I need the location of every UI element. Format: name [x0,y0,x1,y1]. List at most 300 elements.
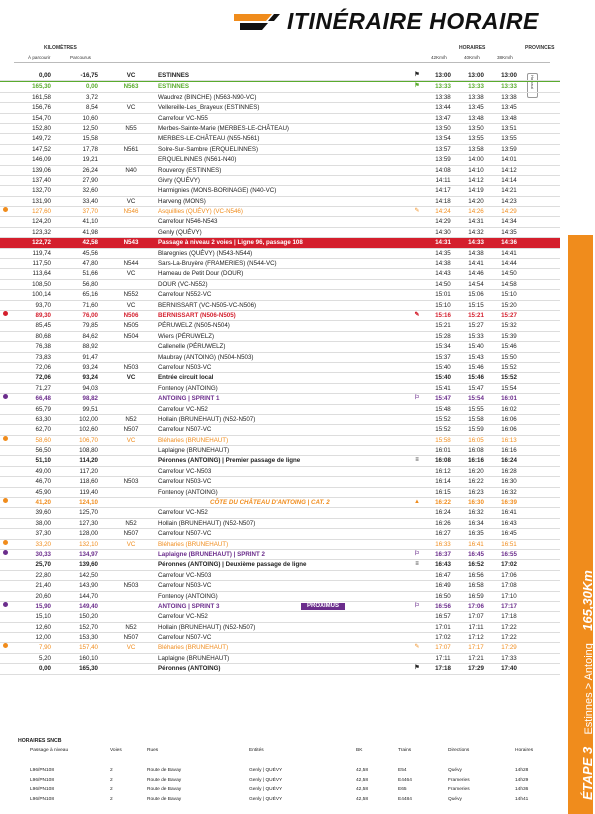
time-42kmh: 13:38 [435,93,451,101]
time-40kmh: 16:30 [468,499,484,507]
sncb-header-cell: Voies [110,748,122,753]
itinerary-row [0,519,560,529]
time-38kmh: 17:08 [501,582,517,590]
time-38kmh: 16:16 [501,447,517,455]
time-42kmh: 15:34 [435,343,451,351]
time-40kmh: 15:46 [468,363,484,371]
provinces-column-header: PROVINCES [525,45,555,51]
km-done: 15,58 [82,135,98,143]
place-name: Harmignies (MONS-BORINAGE) (N40-VC) [158,187,277,195]
place-name: Bléharies (BRUNEHAUT) [158,436,229,444]
place-name: Solre-Sur-Sambre (ERQUELINNES) [158,145,259,153]
itinerary-row [0,415,560,425]
time-42kmh: 15:16 [435,311,451,319]
sncb-header-cell: Passage à niveau [30,748,69,753]
km-done: 41,10 [82,218,98,226]
time-38kmh: 16:24 [501,457,517,465]
km-remaining: 65,79 [35,405,51,413]
place-name: Fontenoy (ANTOING) [158,488,218,496]
time-40kmh: 13:48 [468,114,484,122]
place-name: Vellereille-Les_Brayeux (ESTINNES) [158,104,260,112]
time-40kmh: 17:29 [468,665,484,673]
itinerary-row [0,405,560,415]
itinerary-row [0,581,560,591]
time-42kmh: 15:21 [435,322,451,330]
time-38kmh: 16:41 [501,509,517,517]
time-40kmh: 17:11 [468,623,484,631]
itinerary-row [0,269,560,279]
time-42kmh: 13:54 [435,135,451,143]
page-title: ITINÉRAIRE HORAIRE [287,8,539,34]
time-40kmh: 16:08 [468,447,484,455]
time-38kmh: 15:52 [501,363,517,371]
km-remaining: 72,06 [35,374,51,382]
itinerary-row [0,155,560,165]
km-remaining: 38,00 [35,519,51,527]
time-38kmh: 15:27 [501,311,517,319]
time-38kmh: 14:14 [501,176,517,184]
itinerary-row [0,114,560,124]
time-40kmh: 16:23 [468,488,484,496]
km-done: 3,72 [85,93,98,101]
road-number: VC [126,197,136,205]
itinerary-row [0,290,560,300]
km-remaining: 100,14 [32,291,51,299]
km-done: 37,70 [82,208,98,216]
marker-dot-icon [3,394,8,399]
time-40kmh: 14:54 [468,280,484,288]
stage-number: ÉTAPE 3 [580,746,595,800]
itinerary-row [0,186,560,196]
time-40kmh: 13:58 [468,145,484,153]
time-42kmh: 16:49 [435,582,451,590]
sncb-header-cell: Trains [398,748,412,753]
sncb-cell: L96/PN108 [30,796,55,802]
km-done: 79,85 [82,322,98,330]
itinerary-row [0,176,560,186]
time-40kmh: 15:55 [468,405,484,413]
km-done: 98,82 [82,395,98,403]
road-number: N561 [123,145,139,153]
itinerary-row [0,259,560,269]
km-done: 47,80 [82,260,98,268]
itinerary-row [0,332,560,342]
km-remaining: 152,80 [32,124,51,132]
itinerary-row [0,529,560,539]
time-42kmh: 14:17 [435,187,451,195]
time-40kmh: 17:21 [468,654,484,662]
road-number: N40 [125,166,137,174]
time-38kmh: 17:06 [501,571,517,579]
speed-38-header: 38Km/h [497,55,513,60]
itinerary-row [0,560,560,570]
place-name: Carrefour VC-N503 [158,571,212,579]
time-42kmh: 16:33 [435,540,451,548]
time-42kmh: 14:24 [435,208,451,216]
km-done: 0,00 [85,83,98,91]
km-remaining: 165,30 [32,83,51,91]
km-remaining: 22,80 [35,571,51,579]
itinerary-row [0,166,560,176]
itinerary-row [0,145,560,155]
km-done: 32,60 [82,187,98,195]
marker-dot-icon [3,550,8,555]
itinerary-row [0,321,560,331]
place-name: Hameau de Petit Dour (DOUR) [158,270,244,278]
time-38kmh: 16:30 [501,478,517,486]
km-done: 8,54 [85,104,98,112]
time-40kmh: 13:00 [468,72,484,79]
time-38kmh: 15:32 [501,322,517,330]
time-40kmh: 14:00 [468,156,484,164]
place-name: Carrefour N507-VC [158,426,212,434]
km-remaining: 146,09 [32,156,51,164]
sncb-cell: E4464 [398,777,412,783]
sncb-cell: Route de Bavay [147,768,182,773]
sncb-cell: L96/PN108 [30,768,55,773]
time-42kmh: 14:30 [435,228,451,236]
place-name: Carrefour N507-VC [158,530,212,538]
itinerary-row [0,498,560,508]
time-38kmh: 16:55 [501,550,517,558]
itinerary-row [0,81,560,92]
speed-40-header: 40Km/h [464,55,480,60]
time-38kmh: 16:01 [501,395,517,403]
time-42kmh: 15:40 [435,363,451,371]
km-done: 118,60 [79,478,98,486]
time-42kmh: 15:28 [435,332,451,340]
time-40kmh: 16:59 [468,592,484,600]
km-remaining: 127,60 [32,208,51,216]
sncb-cell: 42,58 [356,796,369,802]
sncb-header-cell: Directions [448,748,470,753]
time-42kmh: 13:44 [435,104,451,112]
sncb-cell: 2 [110,777,113,783]
km-remaining: 154,70 [32,114,51,122]
km-done: 114,20 [79,457,98,465]
road-number: N507 [123,634,139,642]
place-name: Givry (QUÉVY) [158,176,200,184]
finish-line-icon: ≡ [415,561,419,568]
time-40kmh: 13:50 [468,124,484,132]
marker-dot-icon [3,602,8,607]
place-name: Carrefour VC-N52 [158,613,208,621]
km-remaining: 15,10 [35,613,51,621]
place-name: ERQUELINNES (N561-N40) [158,156,237,164]
km-remaining: 161,58 [32,93,51,101]
time-38kmh: 14:44 [501,260,517,268]
place-name: MERBES-LE-CHÂTEAU (N55-N561) [158,135,260,143]
place-name: Péronnes (ANTOING) | Deuxième passage de ligne [158,561,307,569]
place-name: Fontenoy (ANTOING) [158,592,218,600]
time-42kmh: 17:18 [435,665,451,673]
feed-zone-icon: ✎ [414,644,420,651]
road-number: VC [126,104,136,112]
km-remaining: 15,90 [35,602,51,610]
time-40kmh: 16:05 [468,436,484,444]
time-40kmh: 15:58 [468,415,484,423]
km-remaining: 62,70 [35,426,51,434]
itinerary-row [0,664,560,674]
road-number: N506 [123,311,139,319]
time-40kmh: 15:33 [468,332,484,340]
time-38kmh: 14:21 [501,187,517,195]
time-42kmh: 14:38 [435,260,451,268]
time-38kmh: 17:29 [501,644,517,652]
place-name: DOUR (VC-N552) [158,280,208,288]
time-38kmh: 14:50 [501,270,517,278]
time-42kmh: 16:01 [435,447,451,455]
sncb-cell: L96/PN108 [30,777,55,783]
page-header [0,0,593,40]
road-number: N503 [123,363,139,371]
km-done: 91,47 [82,353,98,361]
time-38kmh: 14:35 [501,228,517,236]
km-done: 94,03 [82,384,98,392]
itinerary-row [0,217,560,227]
time-42kmh: 15:48 [435,405,451,413]
place-name: Carrefour N552-VC [158,291,212,299]
km-done: 17,78 [82,145,98,153]
place-name: Laplaigne (BRUNEHAUT) [158,447,230,455]
header-divider [14,62,550,63]
km-remaining: 147,52 [32,145,51,153]
time-42kmh: 17:07 [435,644,451,652]
time-40kmh: 14:46 [468,270,484,278]
time-40kmh: 16:34 [468,519,484,527]
itinerary-row [0,93,560,103]
sncb-cell: Route de Bavay [147,777,182,783]
road-number: N503 [123,478,139,486]
time-42kmh: 16:47 [435,571,451,579]
km-done: 144,70 [79,592,98,600]
km-done: 51,66 [82,270,98,278]
time-38kmh: 16:28 [501,467,517,475]
km-remaining: 156,76 [32,104,51,112]
km-remaining: 37,30 [35,530,51,538]
place-name: Merbes-Sainte-Marie (MERBES-LE-CHÂTEAU) [158,124,289,132]
time-40kmh: 14:38 [468,249,484,257]
place-name: Carrefour N507-VC [158,634,212,642]
time-42kmh: 15:52 [435,426,451,434]
sncb-cell: L96/PN108 [30,787,55,792]
km-remaining: 39,60 [35,509,51,517]
itinerary-row [0,508,560,518]
place-name: Carrefour N503-VC [158,478,212,486]
time-38kmh: 14:01 [501,156,517,164]
time-38kmh: 14:58 [501,280,517,288]
time-42kmh: 16:43 [435,561,451,569]
km-remaining: 131,90 [32,197,51,205]
time-40kmh: 16:35 [468,530,484,538]
place-name: Wiers (PÉRUWELZ) [158,332,215,340]
start-flag-icon: ⚑ [414,83,420,90]
time-40kmh: 15:43 [468,353,484,361]
time-40kmh: 14:26 [468,208,484,216]
km-done: 99,51 [82,405,98,413]
km-remaining: 76,38 [35,343,51,351]
time-38kmh: 15:10 [501,291,517,299]
km-done: 142,50 [79,571,98,579]
itinerary-row [0,456,560,466]
time-38kmh: 14:12 [501,166,517,174]
sncb-cell: 14h29 [515,777,529,783]
time-42kmh: 13:33 [435,83,451,91]
km-done: 149,40 [79,602,98,610]
itinerary-row [0,633,560,643]
km-remaining: 20,60 [35,592,51,600]
itinerary-row [0,301,560,311]
km-remaining: 49,00 [35,467,51,475]
road-number: VC [126,374,136,382]
itinerary-row [0,592,560,602]
km-done: 117,20 [79,467,98,475]
time-38kmh: 14:34 [501,218,517,226]
time-42kmh: 16:24 [435,509,451,517]
itinerary-row [0,571,560,581]
place-name: BERNISSART (VC-N505-VC-N506) [158,301,257,309]
sncb-cell: Frameries [448,787,470,792]
marker-dot-icon [3,207,8,212]
itinerary-row [0,540,560,550]
place-name: Blaregnies (QUÉVY) (N543-N544) [158,249,253,257]
itinerary-row [0,602,560,612]
sprint-sponsor-badge: PROXIMUS [300,602,346,611]
sncb-cell: Route de Bavay [147,796,182,802]
road-number: N507 [123,426,139,434]
km-remaining: 0,00 [38,665,51,673]
itinerary-row [0,71,560,81]
km-remaining: 113,64 [32,270,51,278]
time-38kmh: 13:38 [501,93,517,101]
km-done: 12,50 [82,124,98,132]
km-remaining: 12,00 [35,634,51,642]
km-done: 125,70 [79,509,98,517]
km-done: 119,40 [79,488,98,496]
time-38kmh: 16:06 [501,415,517,423]
road-number: N563 [123,83,139,91]
time-38kmh: 13:55 [501,135,517,143]
marker-dot-icon [3,540,8,545]
time-38kmh: 17:40 [501,665,517,673]
km-done: 93,24 [82,363,98,371]
km-remaining-header: À parcourir [28,55,51,60]
time-42kmh: 14:50 [435,280,451,288]
feed-zone-icon: ✎ [414,208,420,215]
road-number: N52 [125,519,137,527]
time-40kmh: 16:56 [468,571,484,579]
itinerary-row [0,425,560,435]
time-42kmh: 16:26 [435,519,451,527]
km-done: 71,60 [82,301,98,309]
time-38kmh: 13:59 [501,145,517,153]
time-38kmh: 16:32 [501,488,517,496]
road-number: N505 [123,322,139,330]
sncb-cell: Quévy [448,796,462,802]
time-40kmh: 14:19 [468,187,484,195]
time-42kmh: 15:40 [435,374,451,382]
time-38kmh: 17:17 [501,602,517,610]
marker-dot-icon [3,436,8,441]
time-40kmh: 16:52 [468,561,484,569]
stage-route: Estinnes > Antoing [583,643,595,735]
itinerary-row [0,477,560,487]
place-name: Carrefour N503-VC [158,363,212,371]
km-done: 124,10 [79,499,98,507]
finish-flag-icon: ⚑ [414,665,420,672]
sncb-header-cell: BK [356,748,363,753]
km-remaining: 0,00 [38,72,51,79]
km-done: 26,24 [82,166,98,174]
km-remaining: 56,50 [35,447,51,455]
itinerary-row [0,124,560,134]
time-38kmh: 13:48 [501,114,517,122]
time-42kmh: 16:50 [435,592,451,600]
km-remaining: 122,72 [32,239,51,247]
marker-dot-icon [3,311,8,316]
time-42kmh: 16:22 [435,499,451,507]
sncb-title: HORAIRES SNCB [18,738,62,744]
place-name: Waudrez (BINCHE) (N563-N90-VC) [158,93,257,101]
km-remaining: 137,40 [32,176,51,184]
itinerary-row [0,363,560,373]
time-42kmh: 17:02 [435,634,451,642]
itinerary-table [0,71,560,675]
sncb-cell: Genly | QUÉVY [249,768,283,773]
road-number: N55 [125,124,137,132]
km-done: 88,92 [82,343,98,351]
itinerary-row [0,384,560,394]
itinerary-row [0,207,560,217]
time-40kmh: 14:32 [468,228,484,236]
km-remaining: 41,20 [35,499,51,507]
itinerary-row [0,623,560,633]
km-remaining: 139,06 [32,166,51,174]
road-number: N546 [123,208,139,216]
time-38kmh: 17:18 [501,613,517,621]
km-done: 160,10 [79,654,98,662]
itinerary-row [0,488,560,498]
time-38kmh: 17:22 [501,634,517,642]
sncb-cell: E4484 [398,796,412,802]
tour-logo-icon [232,10,282,32]
sncb-cell: 2 [110,796,113,802]
itinerary-row [0,342,560,352]
km-remaining: 66,48 [35,395,51,403]
sncb-cell: E65 [398,787,407,792]
time-38kmh: 13:33 [501,83,517,91]
km-done: 84,62 [82,332,98,340]
time-42kmh: 16:57 [435,613,451,621]
time-40kmh: 15:15 [468,301,484,309]
province-label: Hainaut [530,75,535,89]
itinerary-row [0,436,560,446]
time-40kmh: 15:40 [468,343,484,351]
km-done: 56,80 [82,280,98,288]
time-42kmh: 16:37 [435,550,451,558]
km-done: 19,21 [82,156,98,164]
time-40kmh: 17:17 [468,644,484,652]
time-40kmh: 15:21 [468,311,484,319]
time-38kmh: 16:02 [501,405,517,413]
time-38kmh: 13:51 [501,124,517,132]
km-remaining: 58,60 [35,436,51,444]
km-done: 41,98 [82,228,98,236]
time-40kmh: 15:06 [468,291,484,299]
place-name: Fontenoy (ANTOING) [158,384,218,392]
place-name: BERNISSART (N506-N505) [158,311,236,319]
km-done: 132,10 [79,540,98,548]
